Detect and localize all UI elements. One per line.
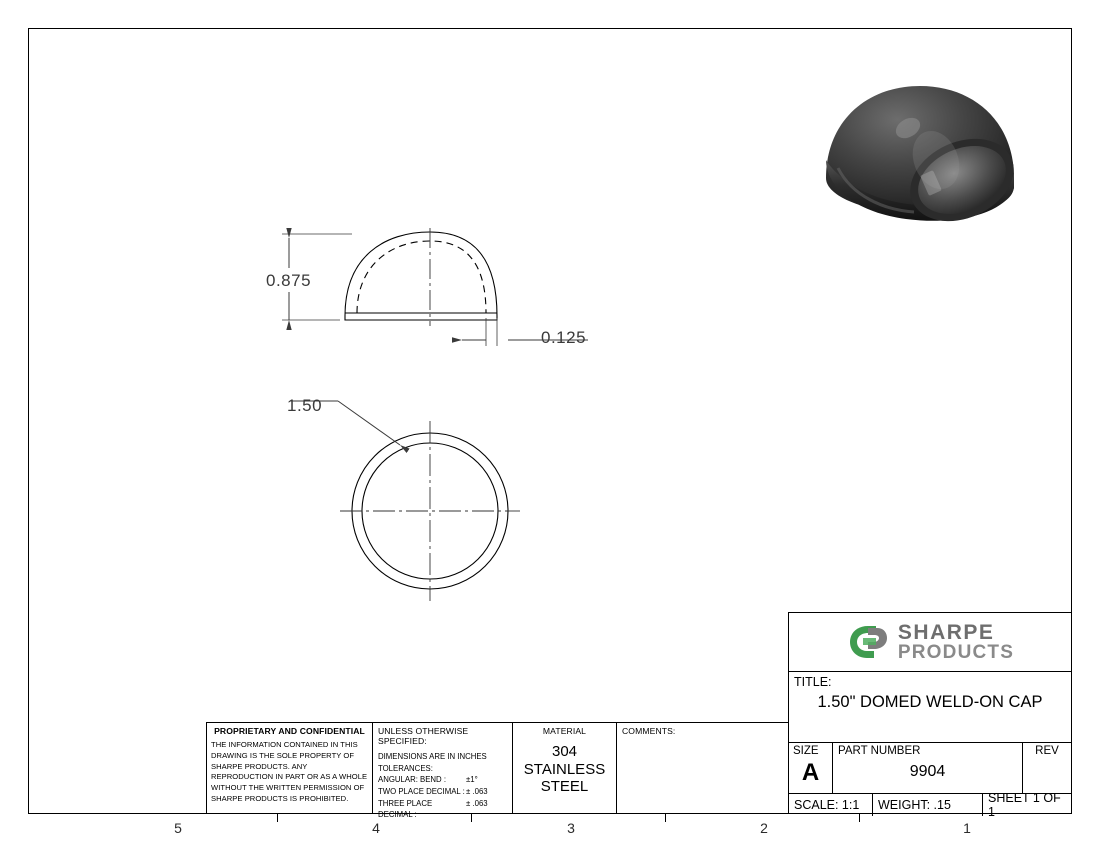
- spec-line-2: TOLERANCES:: [378, 763, 433, 773]
- tolerance-key: TWO PLACE DECIMAL :: [378, 787, 465, 797]
- rev-label: REV: [1035, 745, 1059, 757]
- zone-label-1: 1: [963, 820, 971, 836]
- part-number-label: PART NUMBER: [838, 745, 921, 757]
- zone-tick: [665, 813, 666, 822]
- tolerance-key: ANGULAR: BEND :: [378, 775, 447, 785]
- logo-text-line-2: PRODUCTS: [897, 642, 1015, 663]
- comments-heading: COMMENTS:: [622, 726, 676, 736]
- notes-block: [206, 722, 790, 820]
- material-value-line-2: STAINLESS: [523, 760, 606, 778]
- scale-value: SCALE: 1:1: [789, 794, 873, 816]
- tolerance-key: THREE PLACE DECIMAL :: [378, 798, 433, 820]
- material-value-line-3: STEEL: [540, 778, 589, 796]
- tolerance-note: [373, 723, 513, 820]
- title-value: 1.50" DOMED WELD-ON CAP: [817, 693, 1043, 711]
- thickness-dimension-text: 0.125: [541, 328, 587, 347]
- zone-label-4: 4: [372, 820, 380, 836]
- zone-tick: [859, 813, 860, 822]
- tolerance-value: ±1°: [466, 775, 478, 785]
- logo-text-line-1: SHARPE: [897, 621, 995, 644]
- rev-field: [1023, 743, 1071, 793]
- zone-tick: [277, 813, 278, 822]
- proprietary-body: THE INFORMATION CONTAINED IN THIS DRAWING IS THE SOLE PROPERTY OF SHARPE PRODUCTS. ANY REPRODUCTION IN PART OR AS A WHOLE WITHOUT THE WRITTEN PERMISSION OF SHARPE PRODUCTS IS PROHIBITED.: [211, 740, 368, 803]
- tolerance-value: ± .063: [466, 787, 488, 797]
- spec-heading: UNLESS OTHERWISE SPECIFIED:: [378, 726, 469, 746]
- part-number-value: 9904: [909, 763, 946, 780]
- part-number-field: [833, 743, 1023, 793]
- company-logo: [789, 613, 1071, 672]
- proprietary-heading: PROPRIETARY AND CONFIDENTIAL: [214, 726, 365, 736]
- title-label: TITLE:: [794, 675, 832, 689]
- material-note: [513, 723, 617, 813]
- tolerance-value: ± .063: [466, 798, 488, 808]
- title-block-footer: [789, 791, 1071, 819]
- height-dimension-text: 0.875: [266, 271, 312, 290]
- tolerance-row: [378, 798, 508, 821]
- title-field: [789, 672, 1071, 743]
- material-value-line-1: 304: [551, 743, 578, 760]
- sharpe-logo-icon: [846, 622, 890, 662]
- zone-tick: [471, 813, 472, 822]
- tolerance-row: [378, 774, 508, 786]
- title-block: [788, 612, 1072, 819]
- zone-label-5: 5: [174, 820, 182, 836]
- size-field: [789, 743, 833, 793]
- zone-label-2: 2: [760, 820, 768, 836]
- diameter-dimension-text: 1.50: [287, 396, 323, 415]
- part-row: [789, 743, 1071, 794]
- spec-line-1: DIMENSIONS ARE IN INCHES: [378, 752, 487, 761]
- comments-note: [617, 723, 789, 813]
- sheet-value: SHEET 1 OF 1: [988, 791, 1061, 819]
- size-label: SIZE: [793, 745, 819, 757]
- zone-label-3: 3: [567, 820, 575, 836]
- material-heading: MATERIAL: [542, 726, 587, 736]
- size-value: A: [801, 759, 820, 786]
- proprietary-note: [207, 723, 373, 813]
- tolerance-row: [378, 786, 508, 798]
- weight-value: WEIGHT: .15: [873, 794, 983, 816]
